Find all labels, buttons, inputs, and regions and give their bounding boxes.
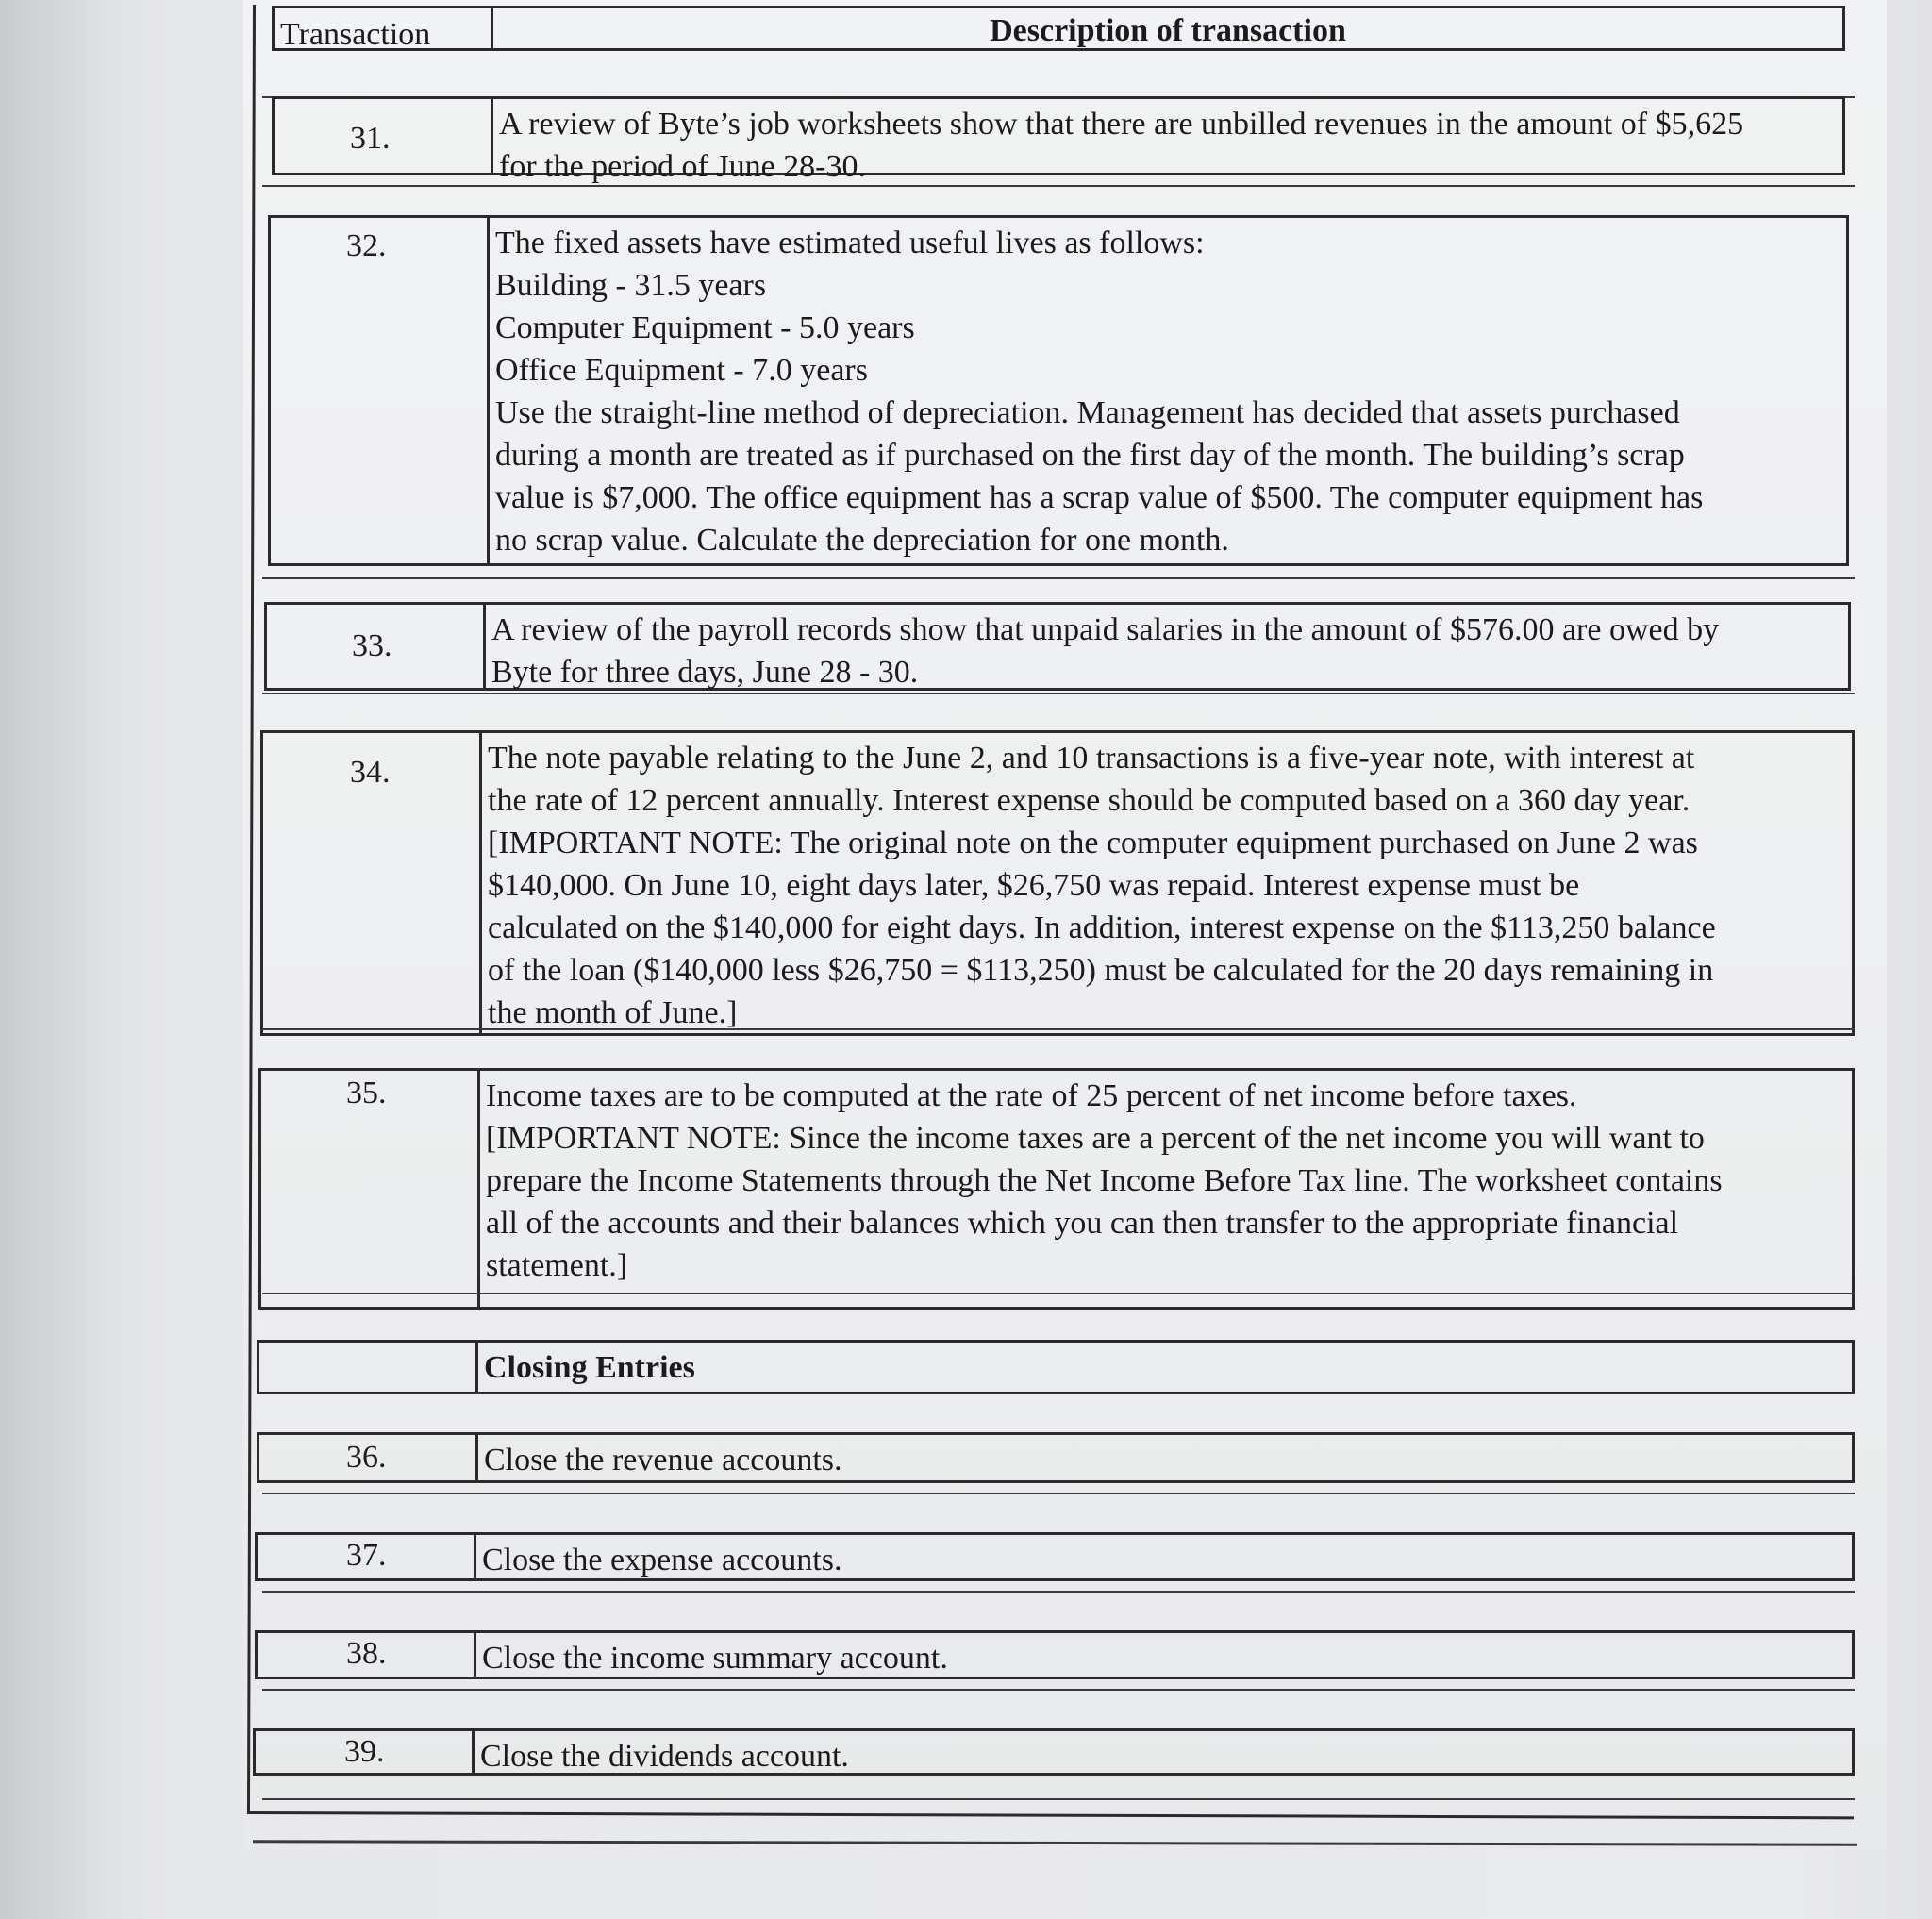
transaction-description: Close the expense accounts. xyxy=(482,1543,842,1577)
divider xyxy=(262,693,1855,694)
description-line: [IMPORTANT NOTE: Since the income taxes are a percent of the net income you will want to xyxy=(486,1121,1705,1156)
transaction-number: 38. xyxy=(258,1633,476,1677)
table-row xyxy=(272,96,1845,184)
table-row xyxy=(257,1432,1855,1483)
transaction-number: 34. xyxy=(263,733,482,1033)
description-line: [IMPORTANT NOTE: The original note on the computer equipment purchased on June 2 was xyxy=(488,826,1698,860)
transaction-number: 33. xyxy=(267,605,486,688)
description-line: the rate of 12 percent annually. Interest expense should be computed based on a 360 day year. xyxy=(488,783,1690,818)
divider xyxy=(262,1798,1855,1800)
transaction-description: Close the revenue accounts. xyxy=(484,1443,842,1477)
closing-number-cell xyxy=(259,1343,478,1392)
description-line: Use the straight-line method of depreciation. Management has decided that assets purchased xyxy=(495,395,1680,430)
description-line: for the period of June 28-30. xyxy=(499,149,867,184)
transaction-number: 39. xyxy=(256,1731,475,1773)
transaction-number: 37. xyxy=(258,1535,476,1578)
divider xyxy=(262,1591,1855,1593)
description-line: The fixed assets have estimated useful lives as follows: xyxy=(495,225,1205,260)
description-line: the month of June.] xyxy=(488,995,738,1030)
header-transaction: Transaction xyxy=(275,8,493,48)
description-line: during a month are treated as if purchased on the first day of the month. The building’s scrap xyxy=(495,438,1685,473)
transaction-number: 31. xyxy=(275,99,493,173)
description-line: statement.] xyxy=(486,1248,628,1283)
description-line: of the loan ($140,000 less $26,750 = $113,250) must be calculated for the 20 days remaining in xyxy=(488,953,1714,988)
transaction-description xyxy=(490,218,1846,563)
description-line: Building - 31.5 years xyxy=(495,268,767,303)
transaction-number: 36. xyxy=(259,1435,478,1480)
divider xyxy=(262,1028,1855,1030)
table-row xyxy=(253,1728,1855,1776)
description-line: Computer Equipment - 5.0 years xyxy=(495,310,915,345)
description-line: value is $7,000. The office equipment has a scrap value of $500. The computer equipment has xyxy=(495,480,1704,515)
table-header xyxy=(272,6,1845,51)
transaction-description xyxy=(486,605,1848,688)
header-description: Description of transaction xyxy=(990,13,1346,48)
description-line: calculated on the $140,000 for eight days. In addition, interest expense on the $113,250 balance xyxy=(488,910,1716,945)
table-row xyxy=(255,1532,1855,1581)
transaction-description: Close the income summary account. xyxy=(482,1641,948,1676)
divider xyxy=(262,577,1855,579)
transaction-number: 35. xyxy=(261,1071,480,1307)
table-row xyxy=(268,215,1849,566)
transaction-number: 32. xyxy=(271,218,490,563)
closing-entries-title: Closing Entries xyxy=(484,1350,695,1385)
description-line: no scrap value. Calculate the depreciation for one month. xyxy=(495,523,1229,558)
table-row xyxy=(255,1630,1855,1679)
closing-entries-heading xyxy=(257,1340,1855,1394)
table-row xyxy=(258,1068,1855,1310)
divider xyxy=(262,1493,1855,1494)
description-line: Byte for three days, June 28 - 30. xyxy=(491,655,919,690)
transaction-description xyxy=(482,733,1852,1033)
divider xyxy=(262,185,1855,187)
transaction-description xyxy=(493,99,1842,184)
transaction-description: Close the dividends account. xyxy=(480,1739,849,1774)
table-row xyxy=(260,730,1855,1036)
description-line: prepare the Income Statements through the Net Income Before Tax line. The worksheet contains xyxy=(486,1163,1723,1198)
divider xyxy=(262,1689,1855,1691)
divider xyxy=(262,1293,1855,1294)
description-line: Income taxes are to be computed at the rate of 25 percent of net income before taxes. xyxy=(486,1078,1577,1113)
description-line: $140,000. On June 10, eight days later, $26,750 was repaid. Interest expense must be xyxy=(488,868,1580,903)
table-row xyxy=(264,602,1851,691)
description-line: A review of Byte’s job worksheets show that there are unbilled revenues in the amount of $5,625 xyxy=(499,107,1744,142)
divider xyxy=(262,1393,1855,1394)
transaction-description xyxy=(480,1071,1852,1307)
description-line: A review of the payroll records show that unpaid salaries in the amount of $576.00 are owed by xyxy=(491,612,1720,647)
description-line: all of the accounts and their balances which you can then transfer to the appropriate financial xyxy=(486,1206,1679,1241)
description-line: Office Equipment - 7.0 years xyxy=(495,353,868,388)
description-line: The note payable relating to the June 2, and 10 transactions is a five-year note, with interest at xyxy=(488,741,1695,776)
